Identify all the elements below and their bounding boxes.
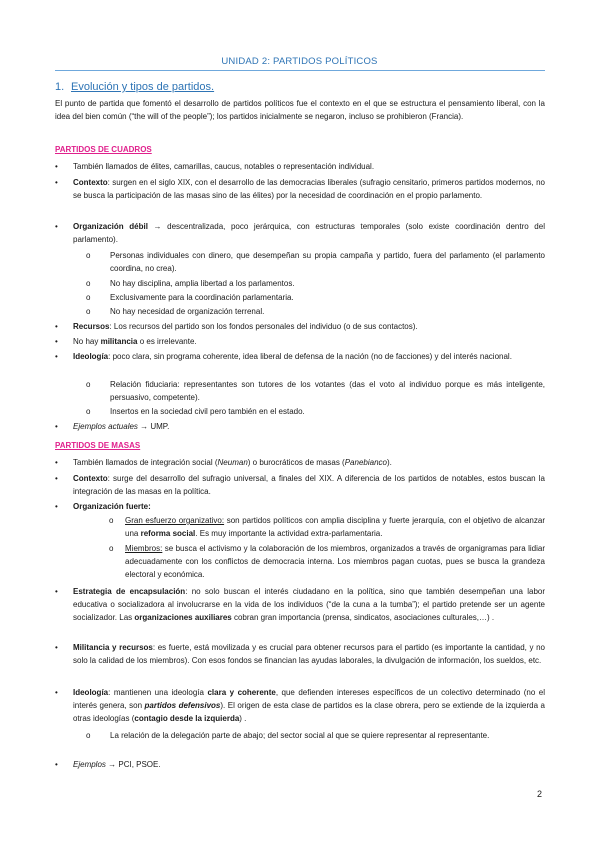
- list-item: [55, 420, 545, 433]
- item-bold: organizaciones auxiliares: [134, 613, 232, 622]
- bullet-icon: •: [55, 458, 58, 467]
- sub-item-text: Exclusivamente para la coordinación parlamentaria.: [110, 293, 294, 302]
- list-item: [55, 585, 545, 624]
- item-text: ) .: [239, 714, 247, 723]
- item-label: Recursos: [73, 322, 110, 331]
- title-rule: [55, 70, 545, 71]
- item-label: Ejemplos: [73, 760, 106, 769]
- bullet-icon: •: [55, 352, 58, 361]
- item-text: ).: [386, 458, 392, 467]
- item-label: Ideología: [73, 352, 109, 361]
- item-label: Estrategia de encapsulación: [73, 587, 186, 596]
- item-label: Contexto: [73, 178, 108, 187]
- item-text: → descentralizada, poco jerárquica, con estructuras temporales (solo existe coordinación dentro del parlamento).: [73, 222, 545, 244]
- item-text: ). El origen de esta clase de partidos es la clase obrera, pero se extiende de la izquierda a otras ideologías (: [73, 701, 546, 723]
- list-item: [55, 456, 545, 469]
- sub-item: [109, 514, 545, 540]
- sub-item-label: Miembros:: [125, 544, 163, 553]
- section-heading: [55, 81, 214, 93]
- bullet-icon: •: [55, 688, 58, 697]
- list-item: [55, 758, 545, 771]
- item-text: → UMP.: [137, 422, 170, 431]
- list-item: [55, 160, 545, 173]
- bullet-icon: •: [55, 162, 58, 171]
- circle-bullet-icon: o: [86, 307, 91, 316]
- sub-item: [86, 305, 545, 318]
- unit-title: UNIDAD 2: PARTIDOS POLÍTICOS: [221, 56, 378, 67]
- circle-bullet-icon: o: [86, 407, 91, 416]
- sub-item-text: La relación de la delegación parte de abajo; del sector social al que se quiere representar al representante.: [110, 731, 490, 740]
- item-label: Militancia y recursos: [73, 643, 153, 652]
- sub-item: [86, 405, 545, 418]
- sub-item-text: No hay disciplina, amplia libertad a los parlamentos.: [110, 279, 295, 288]
- section-title: Evolución y tipos de partidos.: [71, 81, 215, 93]
- sub-item: [86, 291, 545, 304]
- bullet-icon: •: [55, 222, 58, 231]
- circle-bullet-icon: o: [86, 380, 91, 389]
- item-italic: Neuman: [217, 458, 248, 467]
- list-item: [55, 686, 545, 725]
- sub-item-text: se busca el activismo y la colaboración de los miembros, organizados a través de organigramas para lidiar adecuadamente con los conflictos de democracia interna. Los miembros pagan cuotas, pues se busca la grandeza electoral y económica.: [125, 544, 545, 579]
- sub-item-bold: reforma social: [140, 529, 196, 538]
- list-item: [55, 220, 545, 246]
- page-number: 2: [537, 789, 543, 799]
- item-text: ) o burocráticos de masas (: [247, 458, 345, 467]
- item-text: : surge del desarrollo del sufragio universal, a finales del XIX. A diferencia de los partidos de notables, estos buscan la integración de las masas en la política.: [73, 474, 545, 496]
- circle-bullet-icon: o: [86, 731, 91, 740]
- item-text: → PCI, PSOE.: [105, 760, 161, 769]
- sub-item-text: Relación fiduciaria: representantes son tutores de los votantes (das el voto al individuo porque es más inteligente, persuasivo, competente).: [110, 380, 545, 402]
- circle-bullet-icon: o: [86, 251, 91, 260]
- sub-item: [86, 277, 545, 290]
- item-text: : surgen en el siglo XIX, con el desarrollo de las democracias liberales (sufragio censitario, primeros partidos modernos, no se busca la participación de las masas sino de las élites) por la necesidad de coordinación en el propio parlamento.: [73, 178, 545, 200]
- item-label: Ejemplos actuales: [73, 422, 138, 431]
- item-label: Ideología: [73, 688, 109, 697]
- list-item: [55, 320, 545, 333]
- sub-item: [109, 542, 545, 581]
- list-item: [55, 350, 545, 363]
- circle-bullet-icon: o: [109, 544, 114, 553]
- sub-item-text: Personas individuales con dinero, que desempeñan su propia campaña y partido, fuera del parlamento (el parlamento coordina, no crea).: [110, 251, 545, 273]
- bullet-icon: •: [55, 322, 58, 331]
- item-bold: contagio desde la izquierda: [134, 714, 240, 723]
- circle-bullet-icon: o: [109, 516, 114, 525]
- sub-item: [86, 378, 545, 404]
- bullet-icon: •: [55, 337, 58, 346]
- item-label: Organización fuerte:: [73, 502, 151, 511]
- bullet-icon: •: [55, 178, 58, 187]
- masas-heading: PARTIDOS DE MASAS: [55, 441, 141, 450]
- sub-item: [86, 729, 545, 742]
- item-text: , que defienden intereses específicos de un colectivo determinado (no el interés genera, son: [73, 688, 546, 710]
- section-number: 1.: [55, 81, 65, 93]
- item-text: : mantienen una ideología: [108, 688, 208, 697]
- list-item: [55, 335, 545, 348]
- bullet-icon: •: [55, 643, 58, 652]
- item-text: o es irrelevante.: [137, 337, 197, 346]
- cuadros-heading: PARTIDOS DE CUADROS: [55, 145, 152, 154]
- list-item: [55, 472, 545, 498]
- item-bold-italic: partidos defensivos: [144, 701, 221, 710]
- item-text: : poco clara, sin programa coherente, idea liberal de defensa de la nación (no de facciones) y del interés nacional.: [108, 352, 512, 361]
- sub-item-text: . Es muy importante la actividad extra-parlamentaria.: [195, 529, 383, 538]
- list-item: [55, 641, 545, 667]
- sub-item-text: son partidos políticos con amplia disciplina y fuerte jerarquía, con el objetivo de alcanzar una: [125, 516, 545, 538]
- item-text: cobran gran importancia (prensa, sindicatos, asociaciones culturales,…) .: [231, 613, 495, 622]
- item-bold: clara y coherente: [207, 688, 276, 697]
- sub-item-text: Insertos en la sociedad civil pero también en el estado.: [110, 407, 305, 416]
- item-italic: Panebianco: [344, 458, 387, 467]
- item-label: Organización débil: [73, 222, 148, 231]
- bullet-icon: •: [55, 760, 58, 769]
- list-item: [55, 500, 545, 513]
- item-text: : Los recursos del partido son los fondos personales del individuo (o de sus contactos).: [109, 322, 418, 331]
- circle-bullet-icon: o: [86, 293, 91, 302]
- sub-item-label: Gran esfuerzo organizativo:: [125, 516, 225, 525]
- bullet-icon: •: [55, 587, 58, 596]
- item-text: También llamados de élites, camarillas, caucus, notables o representación individual.: [73, 162, 375, 171]
- item-text: No hay: [73, 337, 101, 346]
- list-item: [55, 176, 545, 202]
- intro-paragraph: El punto de partida que fomentó el desarrollo de partidos políticos fue el contexto en el que se estructura el pensamiento liberal, con la idea del bien común (“the will of the people”); los partidos inicialmente se negaron, incluso se prohibieron (Francia).: [55, 99, 545, 121]
- item-text: : es fuerte, está movilizada y es crucial para obtener recursos para el partido (es importante la cantidad, y no solo la calidad de los miembros). Con esos fondos se financian las ayudas laborales, la divulgación de información, los sueldos, etc.: [73, 643, 545, 665]
- bullet-icon: •: [55, 502, 58, 511]
- sub-item-text: No hay necesidad de organización terrenal.: [110, 307, 265, 316]
- item-text: También llamados de integración social (: [73, 458, 218, 467]
- circle-bullet-icon: o: [86, 279, 91, 288]
- item-text: : no solo buscan el interés ciudadano en la política, sino que también desempeñan una labor educativa o socializadora al involucrarse en la vida de los individuos (“de la cuna a la tumba”); el partido pretende ser un agente socializador. Las: [73, 587, 546, 622]
- bullet-icon: •: [55, 422, 58, 431]
- bullet-icon: •: [55, 474, 58, 483]
- item-label: militancia: [100, 337, 138, 346]
- item-label: Contexto: [73, 474, 108, 483]
- sub-item: [86, 249, 545, 275]
